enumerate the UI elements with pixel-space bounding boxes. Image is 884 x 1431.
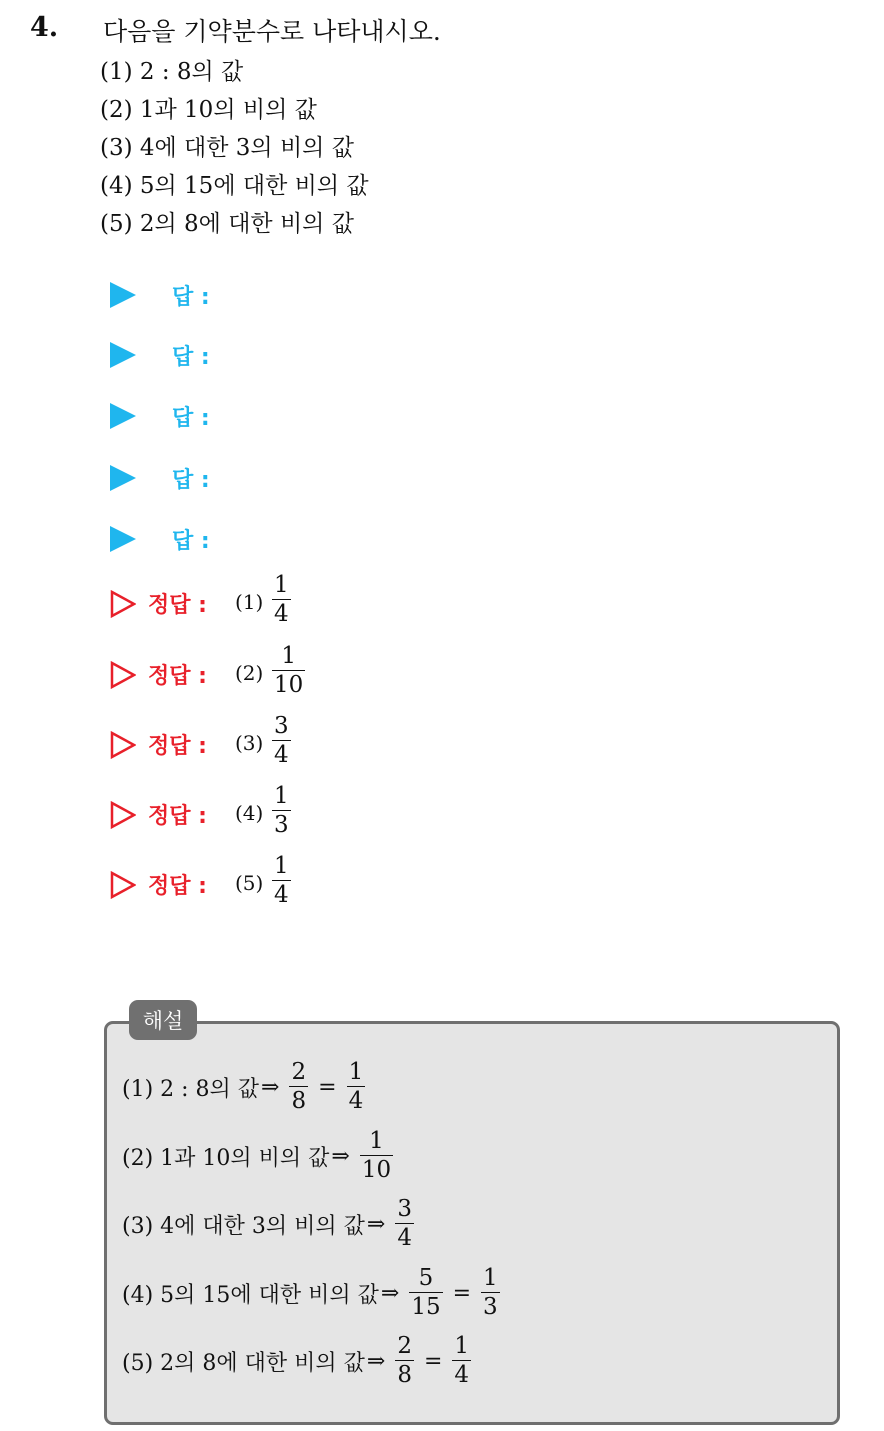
outline-triangle-icon: [110, 801, 136, 829]
numerator: 1: [454, 1333, 470, 1359]
answer-label: 답 :: [172, 406, 210, 431]
fraction: [481, 1267, 500, 1319]
solution-label: 정답 :: [148, 734, 207, 759]
denominator: 4: [274, 882, 289, 908]
question-item-3: (3) 4에 대한 3의 비의 값: [100, 135, 354, 161]
numerator: 2: [291, 1059, 307, 1085]
question-number: 4.: [30, 12, 59, 43]
denominator: 10: [361, 1157, 392, 1183]
solution-number: (2): [235, 661, 264, 685]
denominator: 15: [411, 1294, 441, 1320]
question-item-1: (1) 2 : 8의 값: [100, 59, 244, 85]
explanation-line-3: [122, 1193, 414, 1255]
solution-label: 정답 :: [148, 593, 207, 618]
question-prompt: 다음을 기약분수로 나타내시오.: [103, 17, 441, 46]
question-item-4: (4) 5의 15에 대한 비의 값: [100, 173, 369, 199]
numerator: 1: [274, 783, 289, 809]
numerator: 1: [348, 1059, 364, 1085]
play-arrow-icon: [110, 282, 136, 308]
implies-arrow: ⇒: [261, 1074, 280, 1100]
denominator: 3: [483, 1294, 498, 1320]
numerator: 2: [397, 1333, 412, 1359]
explanation-text: (4) 5의 15에 대한 비의 값: [122, 1282, 379, 1308]
denominator: 4: [454, 1362, 470, 1388]
play-arrow-icon: [110, 403, 136, 429]
solution-fraction: [272, 785, 291, 837]
fraction: [347, 1061, 366, 1113]
numerator: 1: [369, 1128, 384, 1154]
numerator: 1: [274, 853, 289, 879]
explanation-line-2: [122, 1125, 393, 1187]
solution-number: (1): [235, 590, 264, 614]
numerator: 1: [274, 572, 289, 598]
outline-triangle-icon: [110, 590, 136, 618]
answer-label: 답 :: [172, 468, 210, 493]
explanation-line-5: [122, 1330, 471, 1392]
solution-label: 정답 :: [148, 664, 207, 689]
explanation-line-1: [122, 1056, 365, 1118]
solution-fraction: [272, 574, 291, 626]
answer-label: 답 :: [172, 285, 210, 310]
play-arrow-icon: [110, 526, 136, 552]
denominator: 3: [274, 812, 289, 838]
fraction: [360, 1130, 393, 1182]
question-item-2: (2) 1과 10의 비의 값: [100, 97, 317, 123]
implies-arrow: ⇒: [331, 1143, 350, 1169]
play-arrow-icon: [110, 342, 136, 368]
numerator: 1: [483, 1265, 498, 1291]
equals-sign: =: [423, 1348, 443, 1374]
outline-triangle-icon: [110, 871, 136, 899]
explanation-text: (1) 2 : 8의 값: [122, 1076, 260, 1102]
numerator: 1: [281, 643, 296, 669]
fraction: [395, 1335, 414, 1387]
numerator: 5: [418, 1265, 434, 1291]
solution-number: (4): [235, 801, 264, 825]
denominator: 4: [274, 742, 289, 768]
denominator: 4: [274, 601, 289, 627]
fraction: [395, 1198, 414, 1250]
question-item-5: (5) 2의 8에 대한 비의 값: [100, 211, 354, 237]
explanation-line-4: [122, 1262, 500, 1324]
explanation-text: (3) 4에 대한 3의 비의 값: [122, 1213, 365, 1239]
denominator: 8: [397, 1362, 412, 1388]
denominator: 8: [291, 1088, 307, 1114]
implies-arrow: ⇒: [366, 1211, 386, 1237]
denominator: 10: [274, 672, 304, 698]
solution-number: (5): [235, 871, 264, 895]
solution-fraction: [272, 715, 291, 767]
solution-number: (3): [235, 731, 264, 755]
solution-label: 정답 :: [148, 804, 207, 829]
outline-triangle-icon: [110, 731, 136, 759]
solution-label: 정답 :: [148, 874, 207, 899]
implies-arrow: ⇒: [366, 1348, 386, 1374]
solution-fraction: [272, 645, 305, 697]
numerator: 3: [274, 713, 289, 739]
explanation-tag: 해설: [129, 1000, 197, 1040]
numerator: 3: [397, 1196, 412, 1222]
equals-sign: =: [452, 1280, 472, 1306]
outline-triangle-icon: [110, 661, 136, 689]
play-arrow-icon: [110, 465, 136, 491]
fraction: [289, 1061, 308, 1113]
answer-label: 답 :: [172, 529, 210, 554]
equals-sign: =: [318, 1074, 337, 1100]
implies-arrow: ⇒: [380, 1280, 400, 1306]
denominator: 4: [348, 1088, 364, 1114]
fraction: [452, 1335, 471, 1387]
solution-fraction: [272, 855, 291, 907]
explanation-text: (5) 2의 8에 대한 비의 값: [122, 1350, 365, 1376]
denominator: 4: [397, 1225, 412, 1251]
explanation-text: (2) 1과 10의 비의 값: [122, 1145, 330, 1171]
fraction: [409, 1267, 442, 1319]
answer-label: 답 :: [172, 345, 210, 370]
